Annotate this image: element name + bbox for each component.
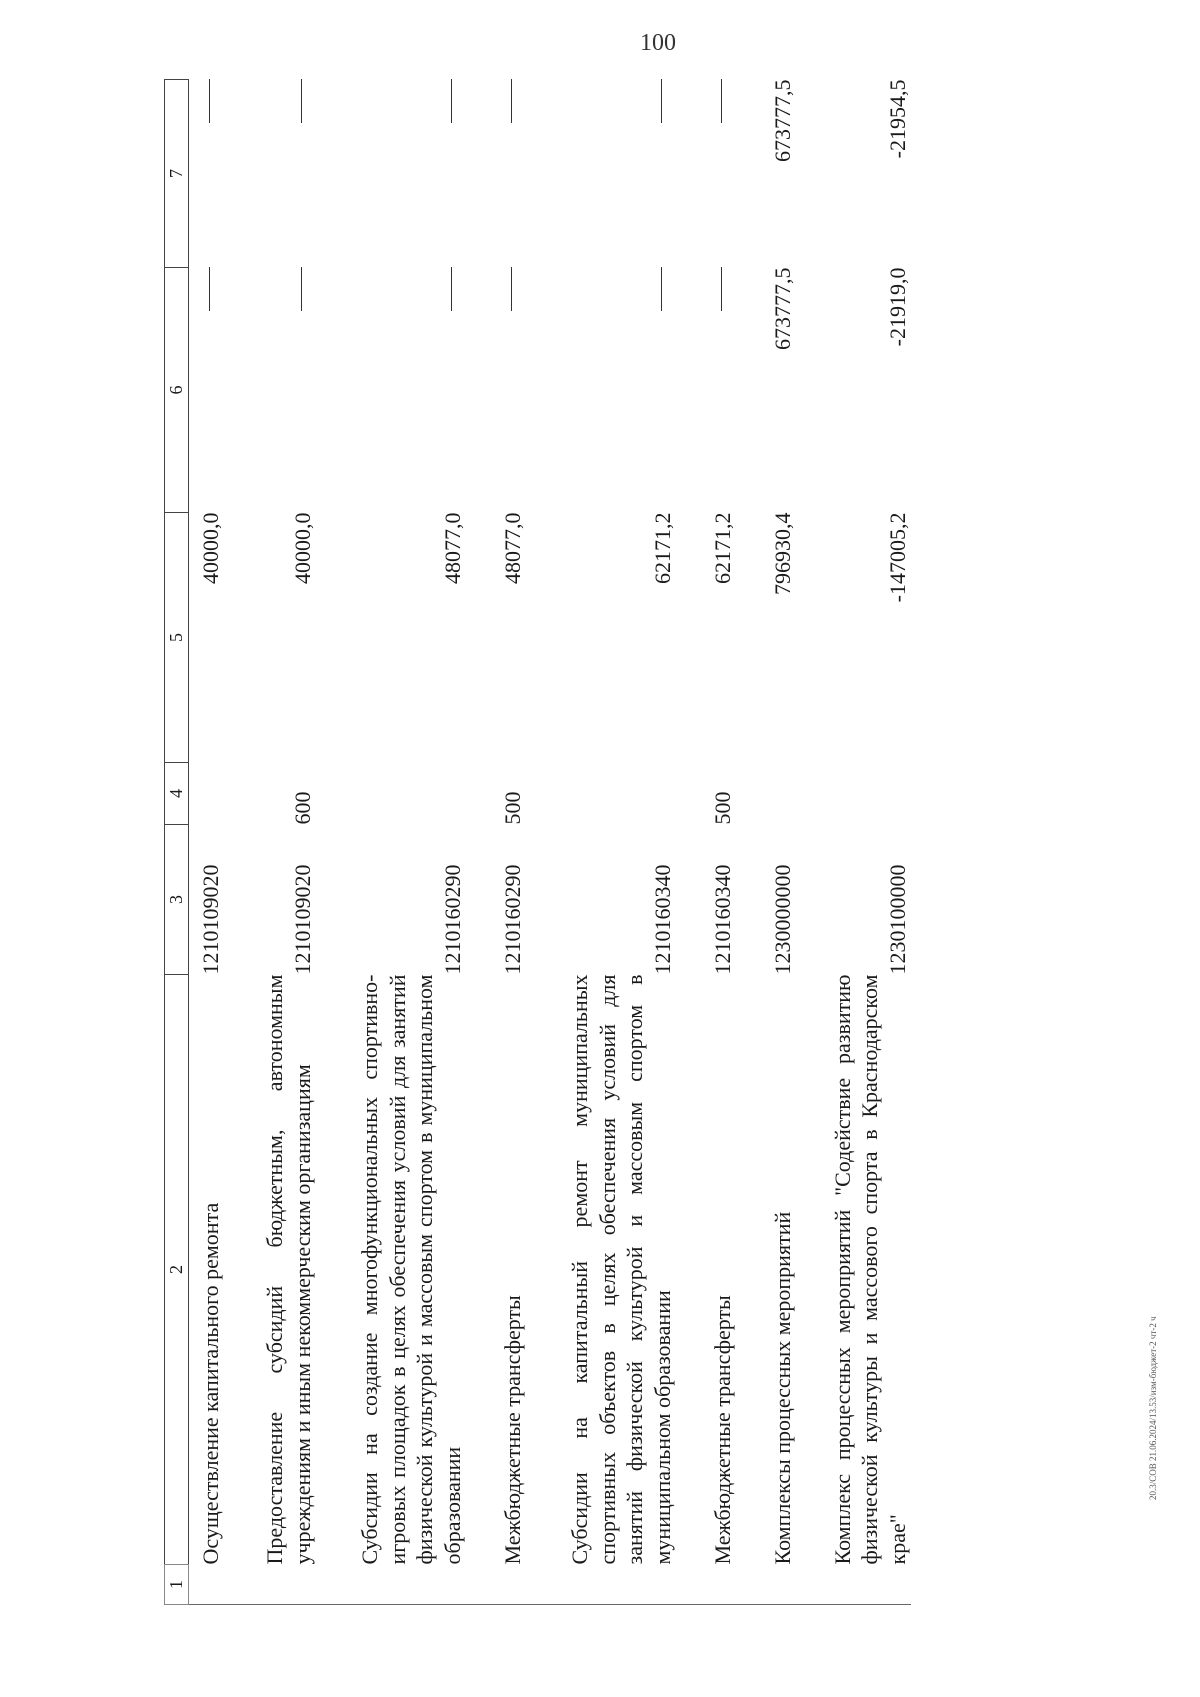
row-code: 1210160290 [439, 864, 465, 975]
row-value-5: 62171,2 [649, 512, 675, 584]
row-name: Предоставление субсидий бюджетным, автономным учреждениям и иным некоммерческим организациям [262, 974, 315, 1565]
header-row [165, 80, 189, 1605]
row-name: Комплексы процессных мероприятий [769, 1211, 795, 1565]
row-value-5: -147005,2 [884, 512, 910, 603]
row-type [526, 763, 676, 825]
row-value-7: 673777,5 [769, 79, 795, 162]
row-type: 600 [289, 791, 315, 825]
dash-mark [209, 268, 210, 312]
row-name: Межбюджетные трансферты [709, 1295, 735, 1565]
dash-mark [661, 268, 662, 312]
table-row [796, 80, 911, 1605]
row-value-6: -21919,0 [884, 267, 910, 347]
row-type [188, 763, 224, 825]
row-name: Межбюджетные трансферты [499, 1295, 525, 1565]
row-value-5: 62171,2 [709, 512, 735, 584]
column-header-4: 4 [165, 763, 189, 825]
dash-mark [301, 268, 302, 312]
row-code: 1210160290 [499, 864, 525, 975]
table-row [316, 80, 466, 1605]
column-header-6: 6 [165, 268, 189, 513]
row-code: 1230000000 [769, 864, 795, 975]
row-type [316, 763, 466, 825]
column-header-2: 2 [165, 975, 189, 1565]
budget-table [164, 79, 911, 1605]
row-name: Осуществление капитального ремонта [197, 1202, 223, 1565]
row-code: 1210160340 [649, 864, 675, 975]
row-type: 500 [709, 791, 735, 825]
footer-document-code: 20.3/СОВ 21.06.2024/13.53/изм-бюджет-2 чт-2 ч [1148, 1316, 1158, 1500]
row-type [736, 763, 796, 825]
row-name: Субсидии на создание многофункциональных спортивно-игровых площадок в целях обеспечения условий для занятий физической культурой и массовым спортом в муниципальном образовании [357, 974, 465, 1565]
dash-mark [721, 268, 722, 312]
row-code: 1210160340 [709, 864, 735, 975]
row-value-6: 673777,5 [769, 267, 795, 350]
dash-mark [451, 80, 452, 124]
row-code: 1230100000 [884, 864, 910, 975]
row-type: 500 [499, 791, 525, 825]
dash-mark [721, 80, 722, 124]
row-value-7: -21954,5 [884, 79, 910, 159]
row-value-5: 48077,0 [499, 512, 525, 584]
row-value-5: 40000,0 [188, 513, 224, 763]
dash-mark [209, 80, 210, 124]
page-number: 100 [640, 30, 676, 56]
row-value-5: 796930,4 [769, 512, 795, 595]
table-row [676, 80, 736, 1605]
table-row [224, 80, 316, 1605]
row-value-5: 48077,0 [439, 512, 465, 584]
dash-mark [511, 80, 512, 124]
row-type [796, 763, 911, 825]
row-name: Комплекс процессных мероприятий "Содействие развитию физической культуры и массового спорта в Краснодарском крае" [829, 974, 910, 1565]
rotated-table-stage [164, 80, 1014, 1605]
row-code: 1210109020 [289, 864, 315, 975]
dash-mark [301, 80, 302, 124]
column-header-3: 3 [165, 825, 189, 975]
table-row [736, 80, 796, 1605]
column-header-7: 7 [165, 80, 189, 268]
table-row [466, 80, 526, 1605]
row-value-5: 40000,0 [289, 512, 315, 584]
row-name: Субсидии на капитальный ремонт муниципальных спортивных объектов в целях обеспечения условий для занятий физической культурой и массовым спортом в муниципальном образовании [567, 974, 675, 1565]
dash-mark [661, 80, 662, 124]
column-header-5: 5 [165, 513, 189, 763]
table-row [526, 80, 676, 1605]
dash-mark [451, 268, 452, 312]
dash-mark [511, 268, 512, 312]
row-code: 1210109020 [188, 825, 224, 975]
table-row [188, 80, 224, 1605]
column-header-1: 1 [165, 1565, 189, 1605]
